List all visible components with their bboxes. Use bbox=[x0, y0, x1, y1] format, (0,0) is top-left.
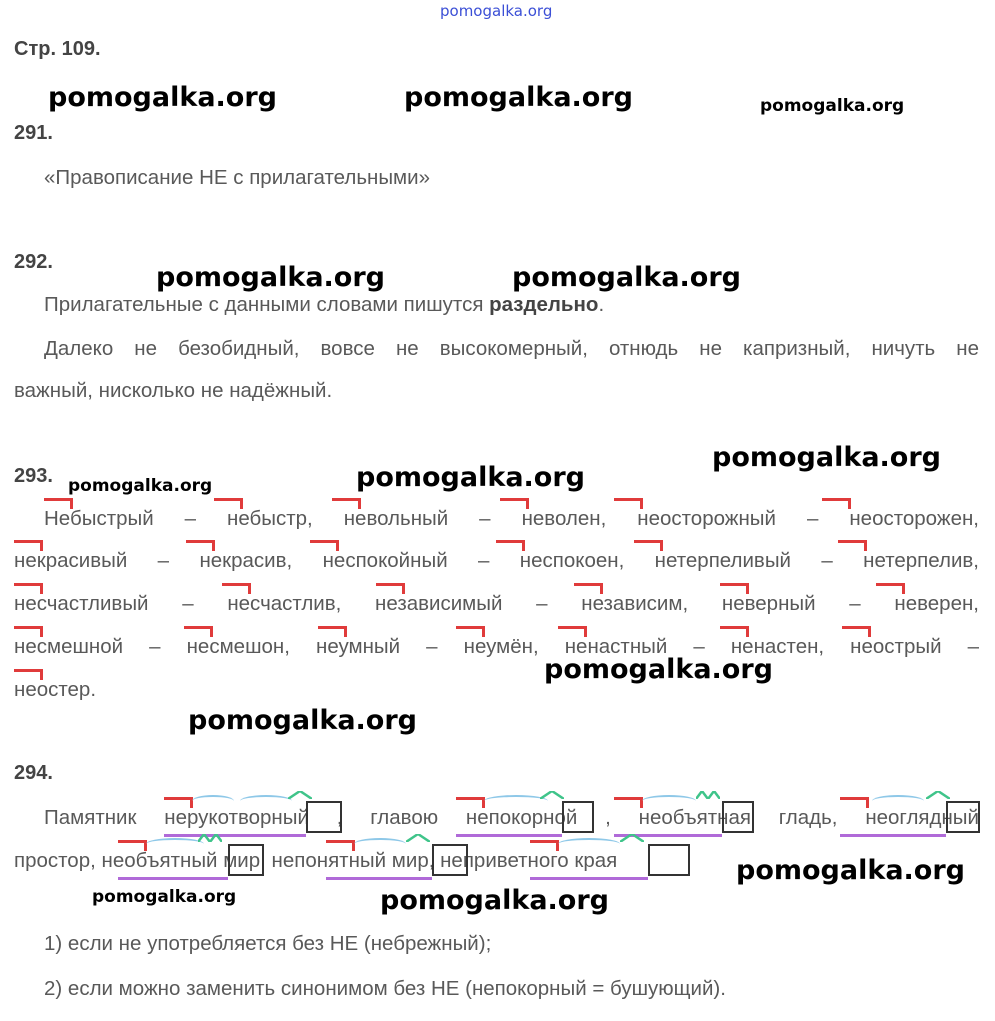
prefix-mark bbox=[840, 797, 869, 808]
watermark: pomogalka.org bbox=[736, 855, 965, 886]
base-underline bbox=[164, 828, 306, 837]
watermark: pomogalka.org bbox=[92, 887, 237, 907]
exercise-text-line: Небыстрый – небыстр, невольный – неволен, неосторожный – неосторожен, bbox=[44, 507, 979, 530]
ending-box bbox=[562, 801, 594, 833]
suffix-mark bbox=[540, 791, 564, 799]
watermark: pomogalka.org bbox=[380, 885, 609, 916]
watermark: pomogalka.org bbox=[404, 82, 633, 113]
suffix-mark bbox=[620, 834, 644, 842]
watermark: pomogalka.org bbox=[712, 442, 941, 473]
prefix-mark bbox=[720, 626, 749, 637]
base-underline bbox=[840, 828, 946, 837]
ending-box bbox=[432, 844, 468, 876]
prefix-mark bbox=[222, 583, 251, 594]
base-underline bbox=[326, 871, 432, 880]
prefix-mark bbox=[530, 840, 559, 851]
watermark: pomogalka.org bbox=[544, 654, 773, 685]
ending-box bbox=[946, 801, 980, 833]
prefix-mark bbox=[186, 540, 215, 551]
prefix-mark bbox=[456, 626, 485, 637]
prefix-mark bbox=[456, 797, 485, 808]
prefix-mark bbox=[164, 797, 193, 808]
watermark: pomogalka.org bbox=[760, 96, 905, 116]
prefix-mark bbox=[876, 583, 905, 594]
suffix-mark bbox=[926, 791, 950, 799]
watermark: pomogalka.org bbox=[48, 82, 277, 113]
prefix-mark bbox=[720, 583, 749, 594]
prefix-mark bbox=[14, 583, 43, 594]
exercise-number: 294. bbox=[14, 762, 53, 784]
root-arc bbox=[240, 795, 292, 807]
exercise-number: 293. bbox=[14, 465, 53, 487]
rule-text: 2) если можно заменить синонимом без НЕ (непокорный = бушующий). bbox=[44, 977, 726, 1000]
prefix-mark bbox=[310, 540, 339, 551]
watermark: pomogalka.org bbox=[68, 476, 213, 496]
prefix-mark bbox=[14, 669, 43, 680]
ending-box bbox=[648, 844, 690, 876]
prefix-mark bbox=[326, 840, 355, 851]
exercise-text-line: простор, необъятный мир, непонятный мир, неприветного края bbox=[14, 849, 618, 872]
exercise-text-line: Памятник нерукотворный , главою непокорной , необъятная гладь, неоглядный bbox=[44, 806, 979, 829]
watermark: pomogalka.org bbox=[512, 262, 741, 293]
prefix-mark bbox=[842, 626, 871, 637]
exercise-number: 291. bbox=[14, 122, 53, 144]
suffix-mark bbox=[198, 834, 222, 842]
exercise-text-line: Прилагательные с данными словами пишутся раздельно. bbox=[44, 293, 605, 316]
root-arc bbox=[192, 795, 234, 807]
prefix-mark bbox=[214, 498, 243, 509]
prefix-mark bbox=[318, 626, 347, 637]
page-title: Стр. 109. bbox=[14, 38, 101, 60]
prefix-mark bbox=[500, 498, 529, 509]
prefix-mark bbox=[574, 583, 603, 594]
bold-answer: раздельно bbox=[489, 293, 599, 316]
root-arc bbox=[484, 795, 548, 807]
root-arc bbox=[642, 795, 696, 807]
prefix-mark bbox=[614, 498, 643, 509]
exercise-text-line: важный, нисколько не надёжный. bbox=[14, 379, 333, 402]
ending-box bbox=[228, 844, 264, 876]
exercise-text-line: несмешной – несмешон, неумный – неумён, ненастный – ненастен, неострый – bbox=[14, 635, 979, 658]
watermark: pomogalka.org bbox=[156, 262, 385, 293]
base-underline bbox=[456, 828, 562, 837]
prefix-mark bbox=[376, 583, 405, 594]
watermark: pomogalka.org bbox=[188, 705, 417, 736]
site-top-link[interactable]: pomogalka.org bbox=[440, 2, 553, 20]
prefix-mark bbox=[118, 840, 147, 851]
exercise-number: 292. bbox=[14, 251, 53, 273]
base-underline bbox=[118, 871, 228, 880]
root-arc bbox=[872, 795, 924, 807]
prefix-mark bbox=[614, 797, 643, 808]
base-underline bbox=[530, 871, 648, 880]
prefix-mark bbox=[496, 540, 525, 551]
suffix-mark bbox=[696, 791, 720, 799]
root-arc bbox=[558, 838, 620, 850]
exercise-text-line: Далеко не безобидный, вовсе не высокомерный, отнюдь не капризный, ничуть не bbox=[44, 337, 979, 360]
rule-text: 1) если не употребляется без НЕ (небрежный); bbox=[44, 932, 492, 955]
suffix-mark bbox=[406, 834, 430, 842]
ending-box bbox=[722, 801, 754, 833]
suffix-mark bbox=[288, 791, 312, 799]
exercise-text-line: несчастливый – несчастлив, независимый – независим, неверный – неверен, bbox=[14, 592, 979, 615]
watermark: pomogalka.org bbox=[356, 462, 585, 493]
root-arc bbox=[146, 838, 204, 850]
prefix-mark bbox=[634, 540, 663, 551]
prefix-mark bbox=[14, 626, 43, 637]
exercise-text-line: неостер. bbox=[14, 678, 97, 701]
prefix-mark bbox=[838, 540, 867, 551]
prefix-mark bbox=[822, 498, 851, 509]
root-arc bbox=[354, 838, 406, 850]
prefix-mark bbox=[14, 540, 43, 551]
prefix-mark bbox=[44, 498, 73, 509]
prefix-mark bbox=[332, 498, 361, 509]
prefix-mark bbox=[558, 626, 587, 637]
prefix-mark bbox=[184, 626, 213, 637]
exercise-text-line: некрасивый – некрасив, неспокойный – неспокоен, нетерпеливый – нетерпелив, bbox=[14, 549, 979, 572]
ending-box bbox=[306, 801, 342, 833]
exercise-text: «Правописание НЕ с прилагательными» bbox=[44, 166, 431, 189]
